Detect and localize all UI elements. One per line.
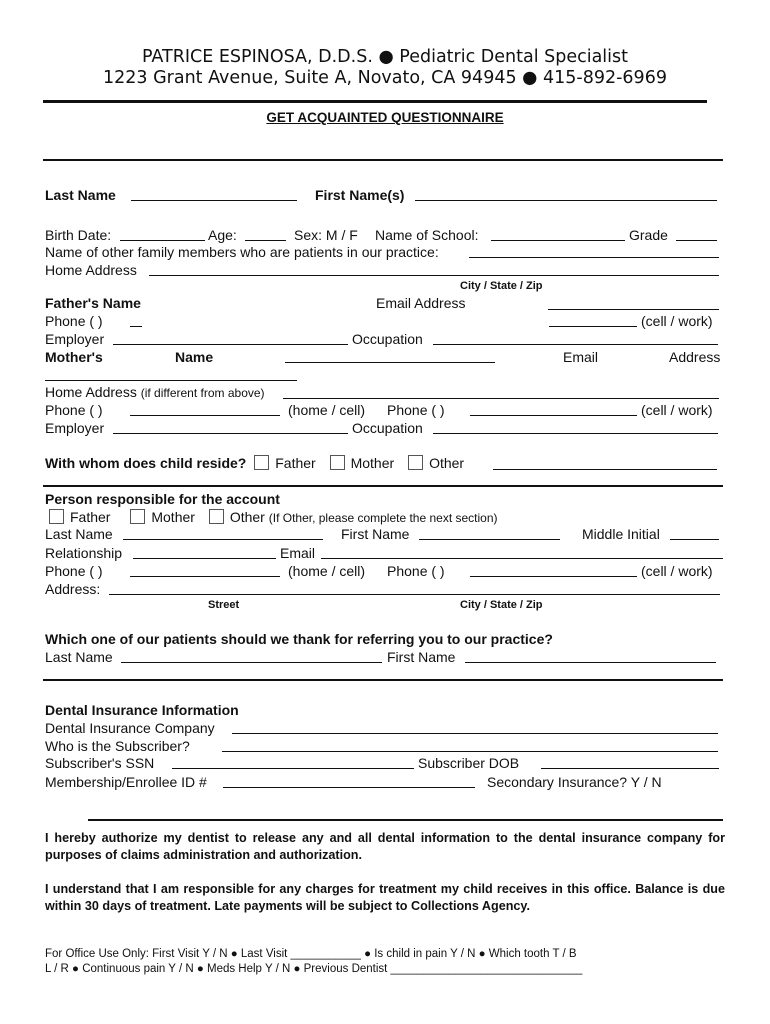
patient-last-name-field[interactable] xyxy=(131,188,297,201)
reside-father-checkbox[interactable] xyxy=(254,455,269,470)
form-title: GET ACQUAINTED QUESTIONNAIRE xyxy=(266,110,504,125)
secondary-insurance-label: Secondary Insurance? Y / N xyxy=(487,774,662,790)
mother-label: Mother's xyxy=(45,349,103,365)
mother-email-label: Email xyxy=(563,349,599,365)
father-phone-label: Phone ( ) xyxy=(45,313,103,329)
account-email-field[interactable] xyxy=(321,546,723,559)
section-divider xyxy=(88,819,723,821)
section-divider xyxy=(43,679,723,681)
reside-father-label: Father xyxy=(275,455,316,471)
father-phone-field[interactable] xyxy=(130,314,142,327)
header-divider xyxy=(43,100,707,103)
reside-mother-checkbox[interactable] xyxy=(330,455,345,470)
referral-last-name-label: Last Name xyxy=(45,649,113,665)
account-middle-initial-field[interactable] xyxy=(670,527,719,540)
sex-label: Sex: M / F xyxy=(294,227,358,243)
father-name-label: Father's Name xyxy=(45,295,141,311)
account-mother-checkbox[interactable] xyxy=(130,509,145,524)
father-name-label-clip xyxy=(45,295,155,311)
account-address-field[interactable] xyxy=(109,582,720,595)
subscriber-dob-field[interactable] xyxy=(541,756,719,769)
account-home-cell-label: (home / cell) xyxy=(288,563,366,579)
referral-first-name-label: First Name xyxy=(387,649,456,665)
mother-home-address-field[interactable] xyxy=(283,386,719,399)
account-email-label: Email xyxy=(280,545,316,561)
referral-first-name-field[interactable] xyxy=(465,650,716,663)
section-divider xyxy=(43,159,723,161)
account-title: Person responsible for the account xyxy=(45,491,280,507)
grade-label: Grade xyxy=(629,227,668,243)
account-other-checkbox[interactable] xyxy=(209,509,224,524)
home-address-label: Home Address xyxy=(45,262,137,278)
mother-home-phone-field[interactable] xyxy=(130,403,280,416)
subscriber-dob-label: Subscriber DOB xyxy=(418,755,520,771)
street-caption: Street xyxy=(208,599,240,611)
reside-other-checkbox[interactable] xyxy=(408,455,423,470)
father-cell-work-label: (cell / work) xyxy=(641,313,713,329)
account-other-label: Other xyxy=(229,509,265,525)
insurance-title: Dental Insurance Information xyxy=(45,702,239,718)
mother-phone-label: Phone ( ) xyxy=(45,402,103,418)
mother-address-label: Address xyxy=(669,349,721,365)
account-relationship-label: Relationship xyxy=(45,545,123,561)
mother-name-label: Name xyxy=(175,349,214,365)
father-occupation-field[interactable] xyxy=(433,332,718,345)
account-first-name-label: First Name xyxy=(341,526,410,542)
birth-date-field[interactable] xyxy=(120,228,205,241)
age-label: Age: xyxy=(208,227,237,243)
member-id-label: Membership/Enrollee ID # xyxy=(45,774,207,790)
account-cell-work-label: (cell / work) xyxy=(641,563,713,579)
reside-other-label: Other xyxy=(429,455,465,471)
father-email-field[interactable] xyxy=(548,297,719,310)
patient-last-name-label: Last Name xyxy=(45,187,116,203)
mother-employer-field[interactable] xyxy=(113,421,348,434)
family-members-field[interactable] xyxy=(469,245,719,258)
reside-row xyxy=(45,455,464,471)
practice-address-line: 1223 Grant Avenue, Suite A, Novato, CA 94945 ● 415-892-6969 xyxy=(103,68,667,88)
father-email-label-clip xyxy=(376,295,486,311)
subscriber-label: Who is the Subscriber? xyxy=(45,738,190,754)
school-label: Name of School: xyxy=(375,227,479,243)
age-field[interactable] xyxy=(245,228,286,241)
authorization-statement: I hereby authorize my dentist to release any and all dental information to the dental insurance company for purposes of claims administration and authorization. xyxy=(45,831,725,862)
father-employer-field[interactable] xyxy=(113,332,348,345)
subscriber-ssn-field[interactable] xyxy=(172,756,414,769)
mother-occupation-label: Occupation xyxy=(352,420,423,436)
member-id-field[interactable] xyxy=(223,775,475,788)
section-divider xyxy=(43,485,723,487)
mother-home-address-text: Home Address xyxy=(45,384,137,400)
referral-question: Which one of our patients should we thank for referring you to our practice? xyxy=(45,631,553,647)
account-city-state-zip-caption: City / State / Zip xyxy=(460,599,543,611)
mother-phone2-label: Phone ( ) xyxy=(387,402,445,418)
city-state-zip-caption: City / State / Zip xyxy=(460,280,543,292)
reside-question: With whom does child reside? xyxy=(45,455,247,471)
father-occupation-label: Occupation xyxy=(352,331,423,347)
mother-name-field[interactable] xyxy=(285,350,495,363)
mother-email-field[interactable] xyxy=(45,368,297,381)
patient-first-names-field[interactable] xyxy=(415,188,717,201)
father-employer-label: Employer xyxy=(45,331,105,347)
account-father-checkbox[interactable] xyxy=(49,509,64,524)
account-address-label: Address: xyxy=(45,581,101,597)
mother-employer-label: Employer xyxy=(45,420,105,436)
account-cell-phone-field[interactable] xyxy=(470,564,637,577)
mother-cell-phone-field[interactable] xyxy=(470,403,637,416)
patient-first-names-label: First Name(s) xyxy=(315,187,405,203)
reside-mother-label: Mother xyxy=(350,455,395,471)
account-home-phone-field[interactable] xyxy=(130,564,280,577)
office-use-line-2: L / R ● Continuous pain Y / N ● Meds Help Y / N ● Previous Dentist ______________________________ xyxy=(45,963,583,975)
account-father-label: Father xyxy=(70,509,111,525)
subscriber-ssn-label: Subscriber's SSN xyxy=(45,755,155,771)
account-last-name-field[interactable] xyxy=(123,527,323,540)
practice-name-line: PATRICE ESPINOSA, D.D.S. ● Pediatric Dental Specialist xyxy=(141,47,629,67)
if-different-note: (if different from above) xyxy=(140,386,265,400)
mother-home-address-label xyxy=(45,384,265,400)
mother-cell-work-label: (cell / work) xyxy=(641,402,713,418)
father-email-label: Email Address xyxy=(376,295,466,311)
account-first-name-field[interactable] xyxy=(419,527,560,540)
account-phone-label: Phone ( ) xyxy=(45,563,103,579)
grade-field[interactable] xyxy=(676,228,717,241)
home-address-field[interactable] xyxy=(149,263,719,276)
account-relation-row xyxy=(45,509,498,525)
insurance-company-label: Dental Insurance Company xyxy=(45,720,215,736)
office-use-line-1: For Office Use Only: First Visit Y / N ● Last Visit ___________ ● Is child in pain Y / N ● Which tooth T / B xyxy=(45,948,577,960)
mother-occupation-field[interactable] xyxy=(433,421,718,434)
account-relationship-field[interactable] xyxy=(133,546,276,559)
mother-home-cell-label: (home / cell) xyxy=(288,402,366,418)
insurance-company-field[interactable] xyxy=(232,721,718,734)
referral-last-name-field[interactable] xyxy=(121,650,382,663)
family-members-label: Name of other family members who are patients in our practice: xyxy=(45,244,439,260)
father-cell-field[interactable] xyxy=(549,314,637,327)
school-field[interactable] xyxy=(491,228,625,241)
birth-date-label: Birth Date: xyxy=(45,227,112,243)
account-last-name-label: Last Name xyxy=(45,526,113,542)
account-other-note: (If Other, please complete the next section) xyxy=(268,511,498,525)
subscriber-field[interactable] xyxy=(222,739,718,752)
account-middle-initial-label: Middle Initial xyxy=(582,526,660,542)
account-phone2-label: Phone ( ) xyxy=(387,563,445,579)
account-mother-label: Mother xyxy=(151,509,195,525)
responsibility-statement: I understand that I am responsible for any charges for treatment my child receives in this office. Balance is due within 30 days of treatment. Late payments will be subject to Collections Agency. xyxy=(45,882,725,913)
reside-other-field[interactable] xyxy=(493,457,717,470)
